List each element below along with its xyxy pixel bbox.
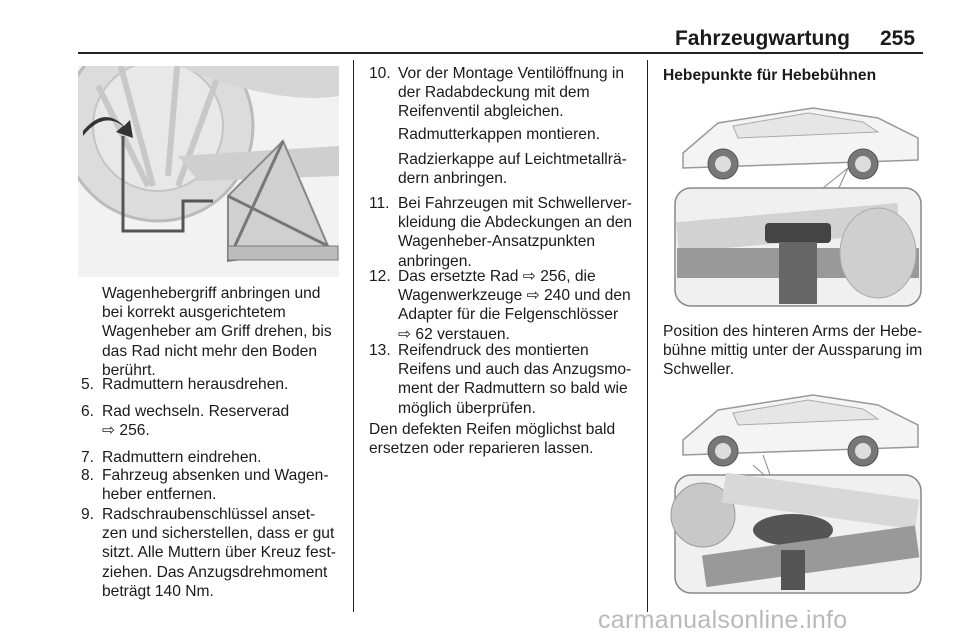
list-item bbox=[369, 64, 641, 124]
step-text: ⇨ 62 verstauen. bbox=[398, 325, 510, 343]
list-item bbox=[81, 402, 346, 442]
step-text: Vor der Montage Ventilöffnung in bbox=[398, 65, 624, 82]
section-heading: Hebepunkte für Hebebühnen bbox=[663, 67, 877, 84]
step-text-block bbox=[398, 150, 643, 188]
step-number: 9. bbox=[81, 506, 95, 523]
lift-point-illustration-1 bbox=[663, 98, 927, 310]
step-text: Adapter für die Felgenschlösser bbox=[398, 306, 619, 324]
page-number: 255 bbox=[880, 27, 916, 50]
step-text: Wagenwerkzeuge ⇨ 240 und den bbox=[398, 287, 631, 305]
step-text: Radschraubenschlüssel anset- bbox=[102, 506, 316, 523]
watermark: carmanualsonline.info bbox=[598, 606, 848, 634]
step-text: Bei Fahrzeugen mit Schwellerver- bbox=[398, 195, 632, 212]
step-text: Rad wechseln. Reserverad bbox=[102, 403, 290, 420]
step-text: ⇨ 256. bbox=[102, 422, 150, 440]
step-number: 6. bbox=[81, 403, 95, 420]
closing-line: ersetzen oder reparieren lassen. bbox=[369, 440, 594, 458]
step-number: 8. bbox=[81, 467, 95, 484]
step-text: sitzt. Alle Muttern über Kreuz fest- bbox=[102, 544, 336, 562]
step-text: zen und sicherstellen, dass er gut bbox=[102, 525, 335, 543]
list-item bbox=[369, 341, 641, 421]
step-text: ment der Radmuttern so bald wie bbox=[398, 380, 628, 398]
step-text: Reifendruck des montierten bbox=[398, 342, 589, 359]
step-text: Radzierkappe auf Leichtmetallrä- bbox=[398, 151, 627, 168]
step-number: 5. bbox=[81, 376, 95, 393]
lift-point-caption bbox=[663, 322, 938, 380]
step-text: kleidung die Abdeckungen an den bbox=[398, 214, 633, 232]
step-number: 7. bbox=[81, 449, 95, 466]
column-divider-2 bbox=[647, 60, 648, 612]
step-text: Wagenheber-Ansatzpunkten bbox=[398, 233, 596, 251]
step-text: heber entfernen. bbox=[102, 486, 217, 504]
step-text: der Radabdeckung mit dem bbox=[398, 84, 590, 102]
list-item bbox=[369, 267, 641, 347]
step-text: möglich überprüfen. bbox=[398, 399, 536, 417]
lift-point-illustration-2 bbox=[663, 385, 927, 597]
list-item bbox=[81, 505, 346, 605]
step-number: 10. bbox=[369, 65, 391, 82]
step-text: beträgt 140 Nm. bbox=[102, 582, 214, 600]
step-number: 13. bbox=[369, 342, 391, 359]
list-item bbox=[81, 466, 346, 506]
section-title: Fahrzeugwartung bbox=[674, 27, 850, 50]
step-text: Reifens und auch das Anzugsmo- bbox=[398, 361, 632, 379]
column-divider-1 bbox=[353, 60, 354, 612]
caption-line: Position des hinteren Arms der Hebe- bbox=[663, 323, 923, 340]
step-number: 12. bbox=[369, 268, 391, 285]
step-text: Fahrzeug absenken und Wagen- bbox=[102, 467, 329, 484]
jack-caption: Wagenhebergriff anbringen und bei korrekt ausgerichtetem Wagenheber am Griff drehen, bis das Rad nicht mehr den Boden berührt. bbox=[102, 285, 332, 379]
caption-line: Schweller. bbox=[663, 361, 735, 379]
closing-note bbox=[369, 420, 644, 458]
step-text: Radmuttern herausdrehen. bbox=[102, 376, 289, 393]
header-rule bbox=[78, 52, 923, 54]
caption-line: bühne mittig unter der Aussparung im bbox=[663, 342, 923, 360]
step-text: ziehen. Das Anzugsdrehmoment bbox=[102, 563, 328, 581]
closing-line: Den defekten Reifen möglichst bald bbox=[369, 421, 616, 438]
step-text: Das ersetzte Rad ⇨ 256, die bbox=[398, 268, 596, 285]
list-item bbox=[369, 194, 641, 274]
list-item bbox=[81, 375, 346, 395]
step-text: Reifenventil abgleichen. bbox=[398, 103, 564, 121]
step-number: 11. bbox=[369, 195, 390, 212]
step-text: dern anbringen. bbox=[398, 170, 508, 188]
list-item bbox=[81, 448, 346, 468]
jack-illustration bbox=[78, 66, 339, 277]
step-text: Radmutterkappen montieren. bbox=[398, 126, 600, 143]
step-text: Radmuttern eindrehen. bbox=[102, 449, 262, 466]
step-text: anbringen. bbox=[398, 252, 472, 270]
